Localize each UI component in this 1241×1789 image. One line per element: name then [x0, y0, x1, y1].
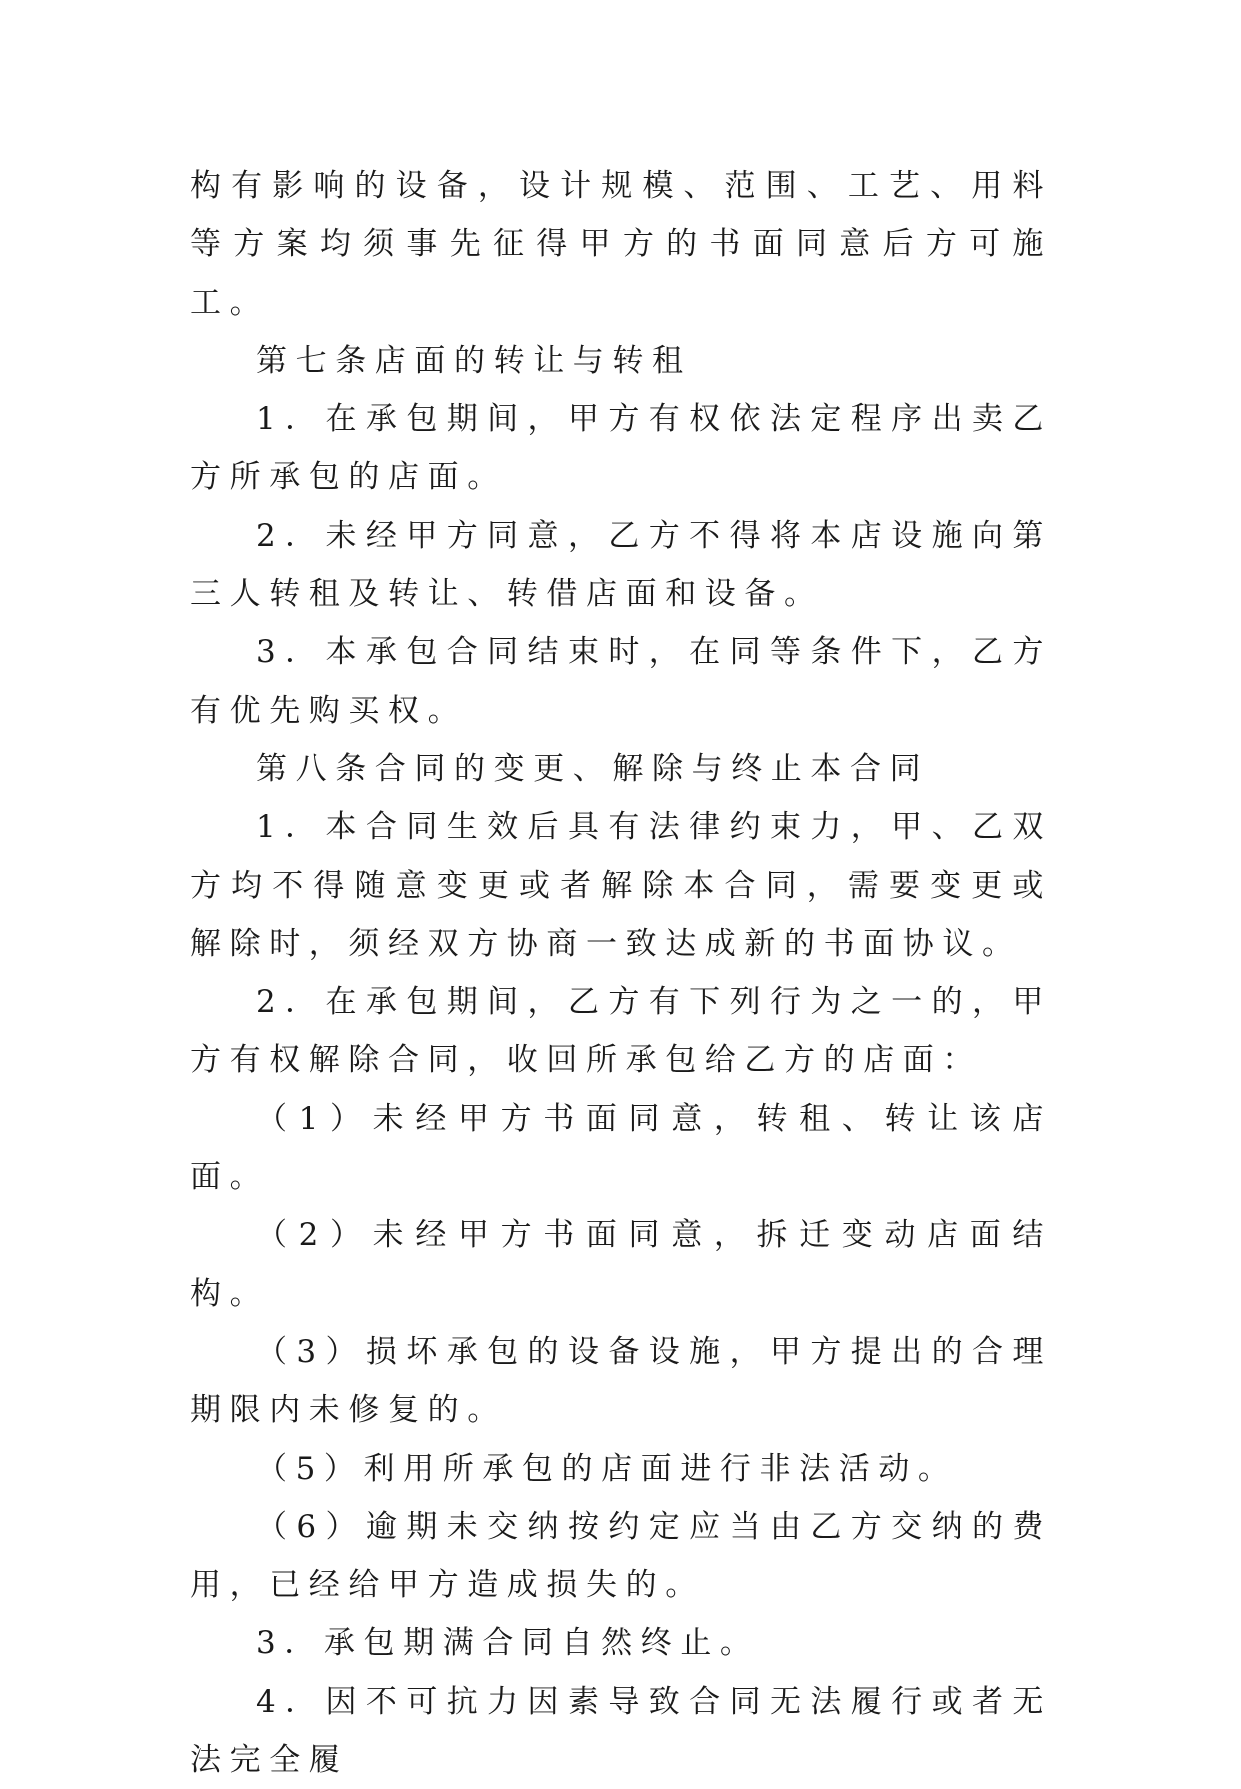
article-eight-clause-1: 1．本合同生效后具有法律约束力，甲、乙双方均不得随意变更或者解除本合同，需要变更或解除时，须经双方协商一致达成新的书面协议。	[190, 809, 1052, 962]
sub-item-3: （3）损坏承包的设备设施，甲方提出的合理期限内未修复的。	[190, 1333, 1052, 1429]
article-eight-clause-3: 3．承包期满合同自然终止。	[256, 1625, 760, 1662]
article-eight-clause-4: 4．因不可抗力因素导致合同无法履行或者无法完全履	[190, 1683, 1052, 1779]
article-eight-clause-2: 2．在承包期间，乙方有下列行为之一的，甲方有权解除合同，收回所承包给乙方的店面：	[190, 984, 1052, 1079]
article-seven-clause-2: 2．未经甲方同意，乙方不得将本店设施向第三人转租及转让、转借店面和设备。	[190, 517, 1052, 613]
document-body	[190, 157, 1052, 1789]
article-seven-clause-1: 1．在承包期间，甲方有权依法定程序出卖乙方所承包的店面。	[190, 401, 1052, 496]
sub-item-1: （1）未经甲方书面同意，转租、转让该店面。	[190, 1100, 1052, 1196]
sub-item-5: （5）利用所承包的店面进行非法活动。	[256, 1450, 958, 1487]
article-eight-heading: 第八条合同的变更、解除与终止本合同	[256, 750, 930, 787]
paragraph-continuation: 构有影响的设备，设计规模、范围、工艺、用料等方案均须事先征得甲方的书面同意后方可施工。	[190, 168, 1052, 321]
sub-item-6: （6）逾期未交纳按约定应当由乙方交纳的费用，已经给甲方造成损失的。	[190, 1508, 1052, 1604]
sub-item-2: （2）未经甲方书面同意，拆迁变动店面结构。	[190, 1217, 1052, 1312]
article-seven-clause-3: 3．本承包合同结束时，在同等条件下，乙方有优先购买权。	[190, 634, 1052, 729]
article-seven-heading: 第七条店面的转让与转租	[256, 342, 692, 379]
